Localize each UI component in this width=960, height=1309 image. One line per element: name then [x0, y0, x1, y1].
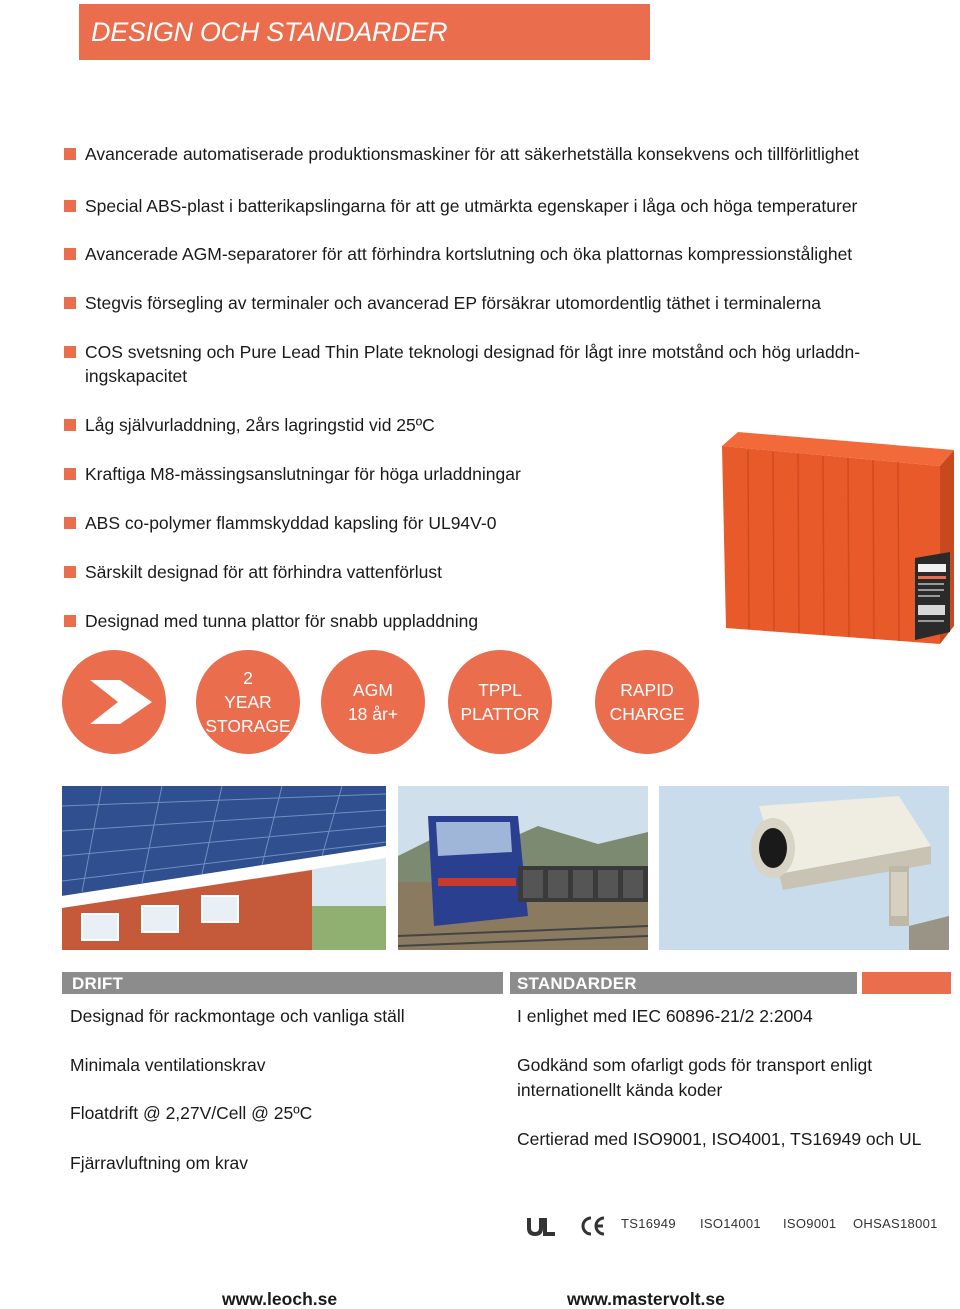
feature-item-continuation: ingskapacitet — [85, 366, 188, 386]
drift-item: Floatdrift @ 2,27V/Cell @ 25ºC — [70, 1103, 313, 1123]
drift-item: Minimala ventilationskrav — [70, 1055, 266, 1075]
square-bullet-icon — [64, 517, 76, 529]
square-bullet-icon — [64, 148, 76, 160]
standarder-item: Certierad med ISO9001, ISO4001, TS16949 och UL — [517, 1129, 922, 1149]
square-bullet-icon — [64, 297, 76, 309]
feature-item: Special ABS-plast i batterikapslingarna för att ge utmärkta egenskaper i låga och höga temperaturer — [64, 194, 944, 218]
standarder-item: I enlighet med IEC 60896-21/2 2:2004 — [517, 1006, 813, 1026]
drift-heading: DRIFT — [72, 974, 124, 993]
badge-rapid-charge: RAPID CHARGE — [595, 650, 699, 754]
feature-item: ABS co-polymer flammskyddad kapsling för UL94V-0 — [64, 511, 944, 535]
drift-item: Fjärravluftning om krav — [70, 1153, 248, 1173]
leoch-link[interactable]: www.leoch.se — [222, 1289, 338, 1309]
ul-mark-icon — [527, 1214, 559, 1238]
square-bullet-icon — [64, 419, 76, 431]
badge-storage: 2 YEAR STORAGE — [196, 650, 300, 754]
square-bullet-icon — [64, 468, 76, 480]
feature-item: Designad med tunna plattor för snabb uppladdning — [64, 609, 944, 633]
standarder-item: Godkänd som ofarligt gods för transport enligt — [517, 1055, 873, 1075]
drift-item: Designad för rackmontage och vanliga ställ — [70, 1006, 405, 1026]
page-title-bar — [79, 4, 650, 60]
standarder-item-continuation: internationellt kända koder — [517, 1080, 723, 1100]
page-title: DESIGN OCH STANDARDER — [91, 17, 448, 47]
solar-roof-photo — [62, 786, 386, 950]
feature-item: Låg självurladdning, 2års lagringstid vid 25ºC — [64, 413, 944, 437]
feature-item: Avancerade AGM-separatorer för att förhindra kortslutning och öka plattornas kompressionstålighet — [64, 242, 944, 266]
square-bullet-icon — [64, 566, 76, 578]
cert-label: TS16949 — [621, 1216, 676, 1231]
feature-item: Stegvis försegling av terminaler och avancerad EP försäkrar utomordentlig täthet i terminalerna — [64, 291, 944, 315]
drift-heading-bar — [62, 972, 503, 994]
square-bullet-icon — [64, 615, 76, 627]
train-photo — [398, 786, 648, 950]
square-bullet-icon — [64, 346, 76, 358]
badge-tppl: TPPL PLATTOR — [448, 650, 552, 754]
feature-item: COS svetsning och Pure Lead Thin Plate teknologi designad för lågt inre motstånd och hög urladdn- — [64, 340, 944, 364]
battery-product-image — [718, 430, 958, 650]
security-camera-photo — [659, 786, 949, 950]
mastervolt-link[interactable]: www.mastervolt.se — [567, 1289, 725, 1309]
arrow-right-icon — [62, 650, 166, 754]
standarder-heading: STANDARDER — [517, 974, 637, 993]
square-bullet-icon — [64, 248, 76, 260]
badge-agm: AGM 18 år+ — [321, 650, 425, 754]
cert-label: ISO9001 — [783, 1216, 837, 1231]
feature-item: Särskilt designad för att förhindra vattenförlust — [64, 560, 944, 584]
cert-label: OHSAS18001 — [853, 1216, 938, 1231]
feature-item: Avancerade automatiserade produktionsmaskiner för att säkerhetställa konsekvens och tillförlitlighet — [64, 142, 944, 166]
ce-mark-icon — [580, 1215, 606, 1237]
feature-item: Kraftiga M8-mässingsanslutningar för höga urladdningar — [64, 462, 944, 486]
cert-label: ISO14001 — [700, 1216, 761, 1231]
square-bullet-icon — [64, 200, 76, 212]
accent-tab — [862, 972, 951, 994]
